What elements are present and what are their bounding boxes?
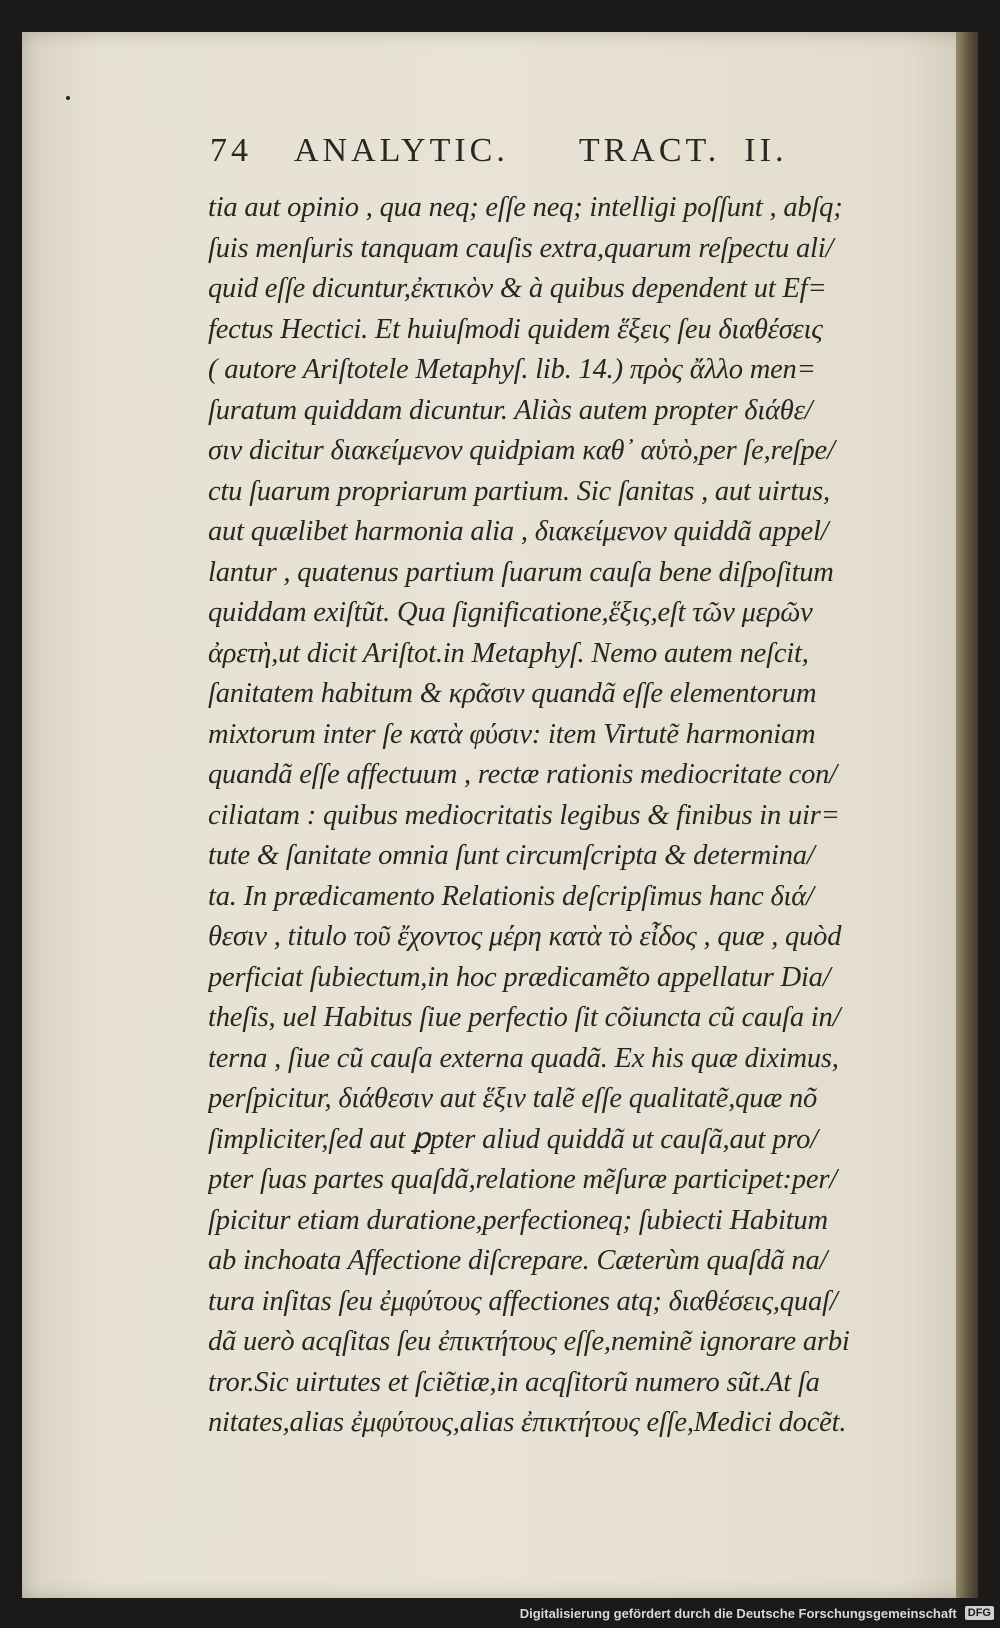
text-line: ſanitatem habitum & κρᾶσιν quandã eſſe elementorum <box>208 678 817 709</box>
dfg-logo: DFG <box>965 1606 994 1620</box>
text-line: σιν dicitur διακείμενον quidpiam καθ᾽ αὑτὸ,per ſe,reſpe/ <box>208 435 835 466</box>
ink-dot <box>66 96 70 100</box>
text-line: fectus Hectici. Et huiuſmodi quidem ἕξεις ſeu διαθέσεις <box>208 313 823 345</box>
text-line: θεσιν , titulo τοῦ ἔχοντος μέρη κατὰ τὸ εἶδος , quæ , quòd <box>208 921 842 952</box>
text-line: ſuis menſuris tanquam cauſis extra,quarum reſpectu ali/ <box>208 232 834 264</box>
text-line: tror.Sic uirtutes et ſciẽtiæ,in acqſitorũ numero sũt.At ſa <box>208 1366 820 1398</box>
text-line: tia aut opinio , qua neq; eſſe neq; intelligi poſſunt , abſq; <box>208 192 843 223</box>
page-number: 74 <box>210 132 252 169</box>
page-binding-edge <box>956 32 978 1598</box>
text-line: ἀρετὴ,ut dicit Ariſtot.in Metaphyſ. Nemo autem neſcit, <box>208 637 809 669</box>
text-line: ſimpliciter,ſed aut ꝑpter aliud quiddã ut cauſã,aut pro/ <box>208 1123 818 1155</box>
header-title-numeral: II. <box>744 132 788 169</box>
text-body <box>208 188 938 1444</box>
text-line: tute & ſanitate omnia ſunt circumſcripta & determina/ <box>208 840 815 871</box>
text-line: lantur , quatenus partium ſuarum cauſa bene diſpoſitum <box>208 556 834 588</box>
running-header <box>210 132 930 184</box>
text-line: theſis, uel Habitus ſiue perfectio ſit cõiuncta cũ cauſa in/ <box>208 1002 841 1033</box>
text-line: ta. In prædicamento Relationis deſcripſimus hanc διά/ <box>208 880 814 912</box>
text-line: tura inſitas ſeu ἐμφύτους affectiones atq; διαθέσεις,quaſ/ <box>208 1285 838 1317</box>
text-line: ſuratum quiddam dicuntur. Aliàs autem propter διάθε/ <box>208 394 813 426</box>
text-line: mixtorum inter ſe κατὰ φύσιν: item Virtutẽ harmoniam <box>208 718 816 750</box>
text-line: perficiat ſubiectum,in hoc prædicamẽto appellatur Dia/ <box>208 961 831 993</box>
header-title-analytic: ANALYTIC. <box>294 132 509 169</box>
text-line: ( autore Ariſtotele Metaphyſ. lib. 14.) πρὸς ἄλλο men= <box>208 354 816 385</box>
text-line: aut quælibet harmonia alia , διακείμενον quiddã appel/ <box>208 516 829 547</box>
text-line: ctu ſuarum propriarum partium. Sic ſanitas , aut uirtus, <box>208 475 830 507</box>
text-line: quandã eſſe affectuum , rectæ rationis mediocritate con/ <box>208 759 837 790</box>
text-line: terna , ſiue cũ cauſa externa quadã. Ex his quæ diximus, <box>208 1042 839 1074</box>
header-title-tract: TRACT. <box>578 132 721 169</box>
text-line: quid eſſe dicuntur,ἐκτικὸν & à quibus dependent ut Ef= <box>208 273 827 304</box>
text-line: pter ſuas partes quaſdã,relatione mẽſuræ participet:per/ <box>208 1164 837 1195</box>
text-line: ſpicitur etiam duratione,perfectioneq; ſubiecti Habitum <box>208 1204 828 1236</box>
digitization-footer <box>520 1598 1000 1628</box>
text-line: ciliatam : quibus mediocritatis legibus & finibus in uir= <box>208 799 840 831</box>
text-line: nitates,alias ἐμφύτους,alias ἐπικτήτους eſſe,Medici docẽt. <box>208 1407 847 1438</box>
text-line: quiddam exiſtũt. Qua ſignificatione,ἕξις,eſt τῶν μερῶν <box>208 597 813 628</box>
text-line: ab inchoata Affectione diſcrepare. Cæterùm quaſdã na/ <box>208 1245 828 1276</box>
text-line: perſpicitur, διάθεσιν aut ἕξιν talẽ eſſe qualitatẽ,quæ nõ <box>208 1083 818 1114</box>
text-line: dã uerò acqſitas ſeu ἐπικτήτους eſſe,neminẽ ignorare arbi <box>208 1326 850 1357</box>
footer-credit: Digitalisierung gefördert durch die Deutsche Forschungsgemeinschaft <box>519 1605 957 1621</box>
